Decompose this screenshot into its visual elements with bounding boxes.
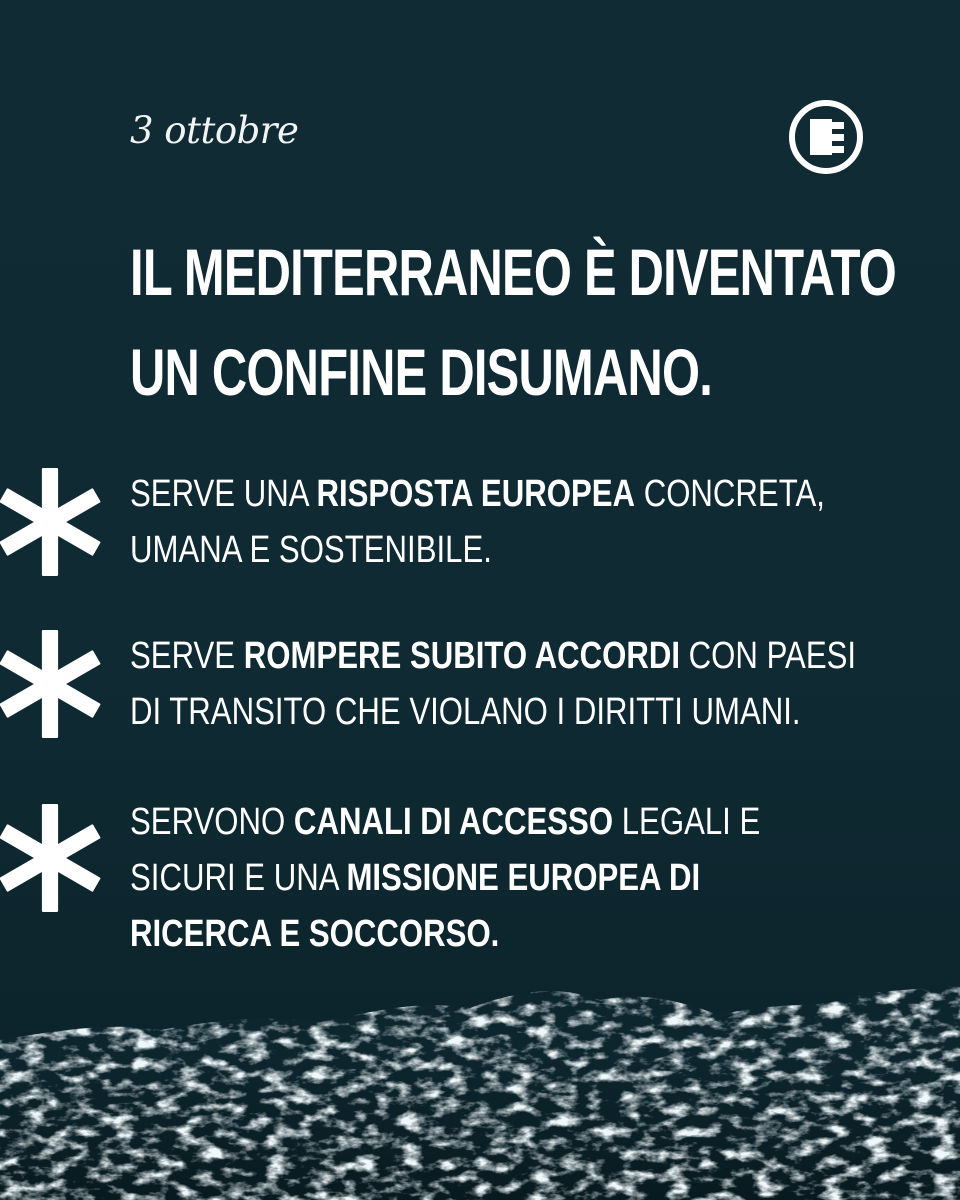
- point-line: SERVE ROMPERE SUBITO ACCORDI CON PAESI: [130, 635, 857, 677]
- point-line: DI TRANSITO CHE VIOLANO I DIRITTI UMANI.: [130, 691, 801, 733]
- headline-line-1: IL MEDITERRANEO È DIVENTATO: [130, 235, 897, 309]
- headline-line-2: UN CONFINE DISUMANO.: [130, 335, 713, 409]
- point-line: SICURI E UNA MISSIONE EUROPEA DI: [130, 857, 701, 899]
- asterisk-icon: [0, 804, 104, 912]
- point-text: [130, 466, 960, 578]
- point-line: SERVONO CANALI DI ACCESSO LEGALI E: [130, 801, 761, 843]
- asterisk-icon: [0, 468, 104, 576]
- point-text: [130, 628, 960, 740]
- point-line: SERVE UNA RISPOSTA EUROPEA CONCRETA,: [130, 473, 825, 515]
- point-line: UMANA E SOSTENIBILE.: [130, 529, 492, 571]
- point-text: [130, 794, 899, 962]
- sea-waves-image: [0, 960, 960, 1200]
- asterisk-icon: [0, 630, 104, 738]
- point-line: RICERCA E SOCCORSO.: [130, 913, 500, 955]
- date-label: 3 ottobre: [130, 109, 299, 152]
- headline: [130, 222, 960, 422]
- brand-logo-icon: [788, 99, 864, 175]
